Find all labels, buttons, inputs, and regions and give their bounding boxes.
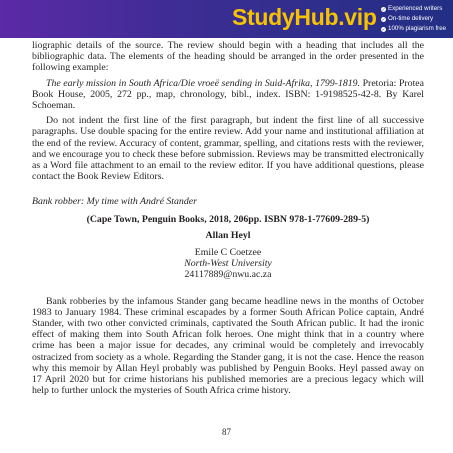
brand-logo[interactable]: StudyHub.vip <box>232 4 377 30</box>
feature-list <box>381 4 446 34</box>
book-author: Allan Heyl <box>205 229 251 241</box>
ad-banner[interactable] <box>0 0 453 38</box>
example-title: The early mission in South Africa/Die vroeë sending in Suid-Afrika, 1799-1819. <box>46 77 360 89</box>
example-citation <box>32 78 424 112</box>
feature-item: ✓ 100% plagiarism free <box>381 25 447 32</box>
reviewer-email: 24117889@nwu.ac.za <box>184 269 272 281</box>
reviewer-name: Emile C Coetzee <box>194 247 262 259</box>
reviewer-affiliation: North-West University <box>184 258 272 270</box>
guideline-paragraph: liographic details of the source. The review should begin with a heading that includes all the bibliographic data. The elements of the heading should be arranged in the order presented in the following example: <box>32 40 424 74</box>
review-bibliographic-data: (Cape Town, Penguin Books, 2018, 206pp. ISBN 978-1-77609-289-5) <box>86 213 370 225</box>
page-number: 87 <box>222 427 231 437</box>
document-page <box>32 40 424 396</box>
check-icon: ✓ <box>381 26 386 32</box>
feature-item: ✓ On-time delivery <box>381 15 434 22</box>
guideline-paragraph-2: Do not indent the first line of the first paragraph, but indent the first line of all successive paragraphs. Use double spacing for the entire review. Add your name and institutional affiliation at the end of the review. Accuracy of content, grammar, spelling, and citations rests with the reviewer, and we encourage you to check these before submission. Reviews may be transmitted electronically as a Word file attachment to an email to the review editor. If you have additional questions, please contact the Book Review Editors. <box>32 115 424 183</box>
feature-item: ✓ Experienced writers <box>381 5 443 12</box>
review-book-title: Bank robber: My time with André Stander <box>32 196 197 208</box>
check-icon: ✓ <box>381 6 386 12</box>
check-icon: ✓ <box>381 16 386 22</box>
review-body: Bank robberies by the infamous Stander gang became headline news in the months of October 1983 to January 1984. These criminal escapades by a former South African Police captain, André Stander, with two other convicted criminals, captivated the South African public. It had the ironic effect of making them into South African folk heroes. One might think that in a country where crime has been a major issue for decades, any criminal would be completely and irrevocably ostracized from society as a whole. Regarding the Stander gang, it is not the case. Hence the reason why this memoir by Allan Heyl probably was published by Penguin Books. Heyl passed away on 17 April 2020 but for crime historians his published memories are a precious legacy which will help to further unlock the mysteries of South Africa crime history. <box>32 295 424 397</box>
example-details: Pretoria: Protea Book House, 2005, 272 pp., map, chronology, bibl., index. ISBN: 1-9198525-42-8. By Karel Schoeman. <box>32 77 424 112</box>
